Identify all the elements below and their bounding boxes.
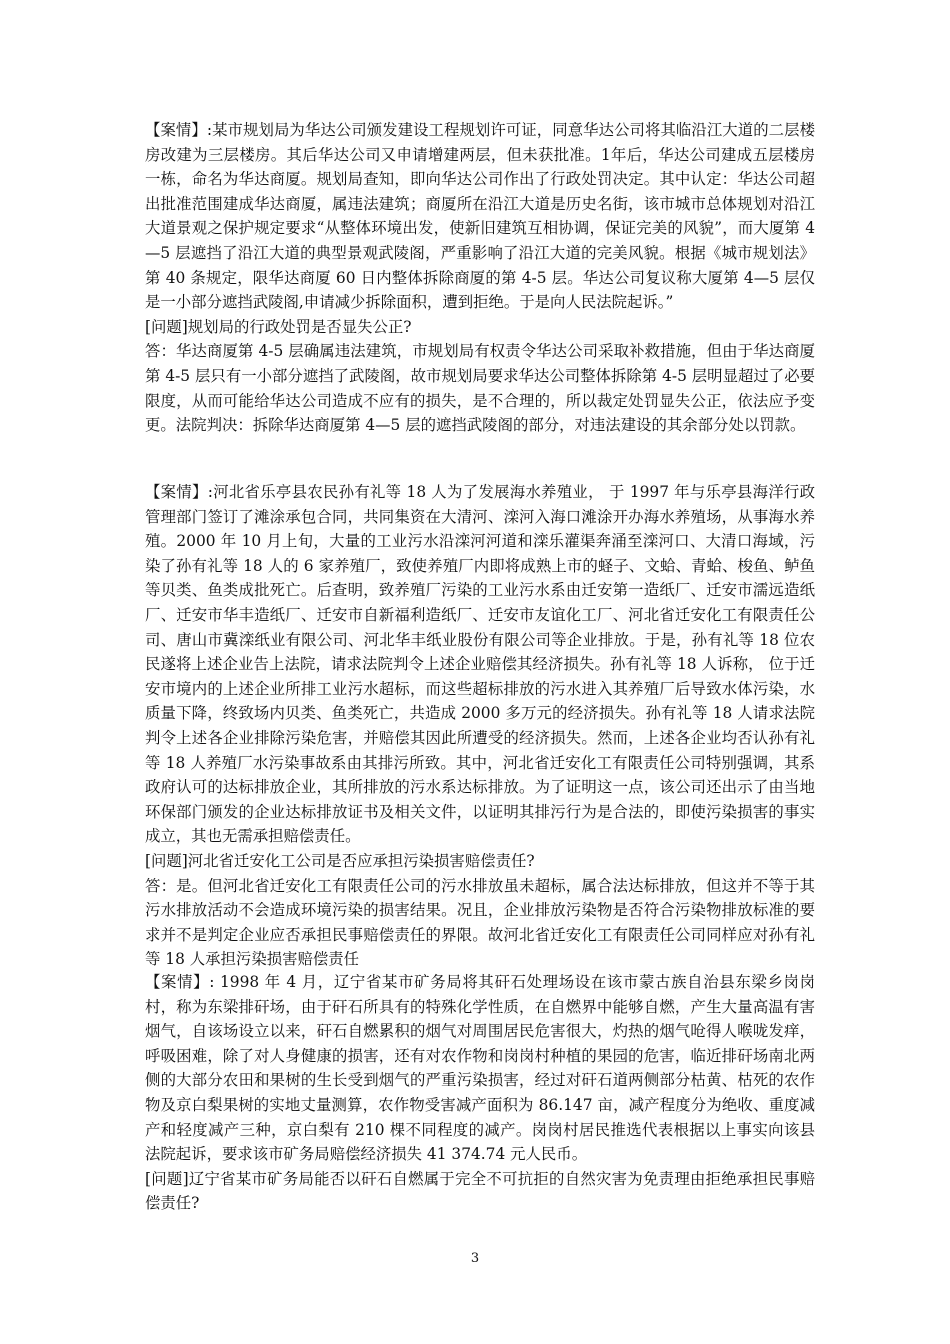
case-block-1 bbox=[145, 118, 815, 438]
case-text: 河北省乐亭县农民孙有礼等 18 人为了发展海水养殖业， 于 1997 年与乐亭县海洋行政管理部门签订了滩涂承包合同，共同集资在大清河、滦河入海口滩涂开办海水养殖场，从事海水养殖。2000 年 10 月上旬，大量的工业污水沿滦河河道和滦乐灌渠奔涌至滦河口、大清口海域，污染了孙有礼等 18 人的 6 家养殖厂，致使养殖厂内即将成熟上市的蛏子、文蛤、青蛤、梭鱼、鲈鱼等贝类、鱼类成批死亡。后查明，致养殖厂污染的工业污水系由迁安第一造纸厂、迁安市濡远造纸厂、迁安市华丰造纸厂、迁安市自新福利造纸厂、迁安市友谊化工厂、河北省迁安化工有限责任公司、唐山市冀滦纸业有限公司、河北华丰纸业股份有限公司等企业排放。于是，孙有礼等 18 位农民遂将上述企业告上法院，请求法院判令上述企业赔偿其经济损失。孙有礼等 18 人诉称， 位于迁安市境内的上述企业所排工业污水超标，而这些超标排放的污水进入其养殖厂后导致水体污染，水质量下降，终致场内贝类、鱼类死亡，共造成 2000 多万元的经济损失。孙有礼等 18 人请求法院判令上述各企业排除污染危害，并赔偿其因此所遭受的经济损失。然而，上述各企业均否认孙有礼等 18 人养殖厂水污染事故系由其排污所致。其中，河北省迁安化工有限责任公司特别强调，其系政府认可的达标排放企业，其所排放的污水系达标排放。为了证明这一点，该公司还出示了由当地环保部门颁发的企业达标排放证书及相关文件，以证明其排污行为是合法的，即使污染损害的事实成立，其也无需承担赔偿责任。 bbox=[145, 483, 815, 846]
case-label: 【案情】: bbox=[145, 973, 215, 991]
answer-paragraph: 答：是。但河北省迁安化工有限责任公司的污水排放虽未超标，属合法达标排放，但这并不等于其污水排放活动不会造成环境污染的损害结果。况且，企业排放污染物是否符合污染物排放标准的要求并不是判定企业应否承担民事赔偿责任的界限。故河北省迁安化工有限责任公司同样应对孙有礼等 18 人承担污染损害赔偿责任 bbox=[145, 876, 815, 969]
case-block-2 bbox=[145, 480, 815, 972]
question-line: [问题]辽宁省某市矿务局能否以矸石自燃属于完全不可抗拒的自然灾害为免责理由拒绝承担民事赔偿责任? bbox=[145, 1169, 815, 1213]
question-line: [问题]河北省迁安化工公司是否应承担污染损害赔偿责任? bbox=[145, 851, 535, 870]
case-text: 1998 年 4 月，辽宁省某市矿务局将其矸石处理场设在该市蒙古族自治县东梁乡岗岗村，称为东梁排矸场，由于矸石所具有的特殊化学性质，在自燃界中能够自燃，产生大量高温有害烟气，自该场设立以来，矸石自燃累积的烟气对周围居民危害很大，灼热的烟气呛得人喉咙发痒，呼吸困难，除了对人身健康的损害，还有对农作物和岗岗村种植的果园的危害，临近排矸场南北两侧的大部分农田和果树的生长受到烟气的严重污染损害，经过对矸石道两侧部分枯黄、枯死的农作物及京白梨果树的实地丈量测算，农作物受害减产面积为 86.147 亩，减产程度分为绝收、重度减产和轻度减产三种，京白梨有 210 棵不同程度的减产。岗岗村居民推选代表根据以上事实向该县法院起诉，要求该市矿务局赔偿经济损失 41 374.74 元人民币。 bbox=[145, 973, 816, 1164]
answer-paragraph: 答：华达商厦第 4-5 层确属违法建筑，市规划局有权责令华达公司采取补救措施，但由于华达商厦第 4-5 层只有一小部分遮挡了武陵阁，故市规划局要求华达公司整体拆除第 4-5 层明显超过了必要限度，从而可能给华达公司造成不应有的损失，是不合理的，所以裁定处罚显失公正，依法应予变更。法院判决：拆除华达商厦第 4—5 层的遮挡武陵阁的部分，对违法建设的其余部分处以罚款。 bbox=[145, 342, 815, 435]
case-paragraph bbox=[145, 118, 815, 315]
case-text: 某市规划局为华达公司颁发建设工程规划许可证，同意华达公司将其临沿江大道的二层楼房改建为三层楼房。其后华达公司又申请增建两层，但未获批准。1年后，华达公司建成五层楼房一栋，命名为华达商厦。规划局查知，即向华达公司作出了行政处罚决定。其中认定：华达公司超出批准范围建成华达商厦，属违法建筑；商厦所在沿江大道是历史名街，该市城市总体规划对沿江大道景观之保护规定要求“从整体环境出发，使新旧建筑互相协调，保证完美的风貌”，而大厦第 4—5 层遮挡了沿江大道的典型景观武陵阁，严重影响了沿江大道的完美风貌。根据《城市规划法》第 40 条规定，限华达商厦 60 日内整体拆除商厦的第 4-5 层。华达公司复议称大厦第 4—5 层仅是一小部分遮挡武陵阁,申请减少拆除面积，遭到拒绝。于是向人民法院起诉。” bbox=[145, 121, 815, 312]
case-paragraph bbox=[145, 970, 815, 1167]
case-block-3 bbox=[145, 970, 815, 1216]
case-paragraph bbox=[145, 480, 815, 849]
case-label: 【案情】: bbox=[145, 121, 213, 139]
question-line: [问题]规划局的行政处罚是否显失公正? bbox=[145, 317, 412, 336]
case-label: 【案情】: bbox=[145, 483, 213, 501]
page-number: 3 bbox=[470, 1251, 480, 1266]
